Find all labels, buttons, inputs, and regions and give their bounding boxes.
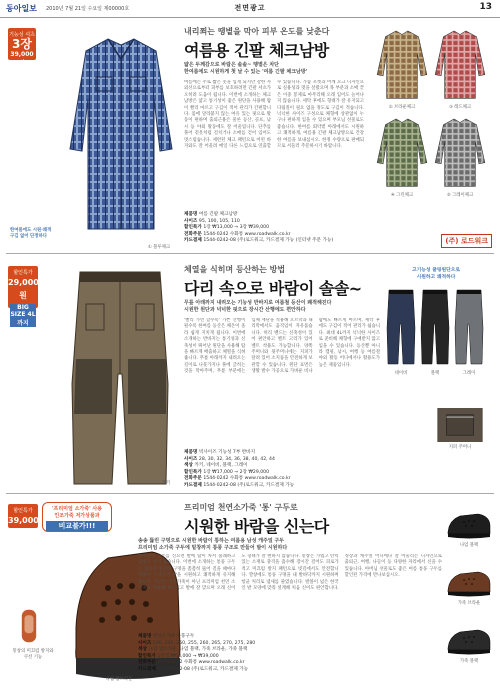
ad-leather-shoes — [6, 498, 494, 688]
zipper-pocket-caption: 지퍼 주머니 — [448, 445, 472, 450]
shoe-variant-image — [446, 508, 492, 540]
ad-subheadline: 체열을 식히며 등산하는 방법 — [184, 265, 286, 274]
shirt-variant-caption: ④ 그린체크 — [390, 193, 414, 198]
shorts-variant-image — [454, 288, 484, 366]
shorts-variant-image — [386, 288, 416, 366]
shirt-variant-image — [434, 26, 486, 102]
shirt-variant-image — [376, 114, 428, 190]
shirt-feature-caption: 한여름에도 시원·쾌적 구김 없어 단정하다 — [10, 228, 52, 239]
shirt-variant-image — [376, 26, 428, 102]
badge-label: 기능성 셔츠 — [9, 32, 35, 38]
shorts-variant-image — [420, 288, 450, 366]
ad-subheadline: 내리쬐는 땡볕을 막아 피부 온도를 낮춘다 — [184, 27, 330, 36]
shorts-main-image — [66, 264, 174, 492]
shoe-variant-caption: 가죽 블랙 — [459, 659, 479, 664]
ad-lede: 송송 뚫린 구멍으로 시원한 바람이 통하는 여름용 남성 캐주얼 구두 프리미엄 소가죽 구두에 밑창까지 통풍 구조로 만들어 발이 시원하다 — [138, 538, 288, 551]
spec-line — [138, 634, 438, 641]
spec-key: 카드결제 — [138, 666, 158, 672]
spec-value: 1544-0242 수화통 www.roadwalk.co.kr — [203, 231, 291, 237]
shoe-variant-caption: 가죽 브라운 — [457, 601, 481, 606]
shoe-variant-image — [446, 624, 492, 656]
spec-key: 카드결제 — [184, 482, 204, 488]
spec-key: 할인특가 — [184, 225, 204, 231]
spec-key: 할인특가 — [138, 653, 158, 659]
masthead — [0, 0, 500, 18]
sole-caption: 밑창의 미끄럼 방지와 쿠션 기능 — [12, 649, 54, 660]
spec-key: 사이즈 — [184, 456, 199, 462]
newspaper-logo: 동아일보 — [6, 3, 37, 13]
ad-hiking-shorts — [6, 258, 494, 494]
spec-value: 1켤레 ₩63,000 → ₩39,000 — [157, 653, 219, 659]
spec-value: 1544-0242-08 (주)로드워크, 카드결제 가능 — [203, 482, 295, 488]
ad-subheadline: 프리미엄 천연소가죽 '통' 구두로 — [184, 503, 298, 512]
spec-key: 전화주문 — [138, 660, 158, 666]
spec-value: 1544-0242-08 (주)로드워크, 카드결제 가능 (인터넷 주문 가능) — [203, 238, 334, 244]
spec-key: 제품명 — [184, 212, 199, 217]
spec-value: 1장 ₩13,000 → 3장 ₩39,000 — [203, 225, 270, 231]
spec-line — [138, 660, 438, 667]
spec-value: 카키, 네이비, 블랙, 그레이 — [194, 463, 248, 469]
spec-key: 카드결제 — [184, 238, 204, 244]
spec-key: 제품명 — [138, 634, 153, 639]
shirt-variant-caption: ② 브라운체크 — [388, 105, 416, 110]
spec-value: 1544-0242 수화통 www.roadwalk.co.kr — [157, 660, 245, 666]
price-badge — [8, 28, 36, 67]
shoe-sole-image — [20, 608, 38, 644]
badge-price: 39,000원 — [8, 516, 39, 538]
spec-key: 할인특가 — [184, 469, 204, 475]
shorts-variant-caption: 네이비 — [394, 371, 408, 376]
spec-key: 사이즈 — [184, 218, 199, 224]
promo-callout: 고기능성 쿨링원단으로 시원하고 쾌적하다 — [386, 266, 486, 282]
spec-value: 천연소가죽 통풍구두 — [152, 634, 195, 639]
spec-value: 1544-0242 수화통 www.roadwalk.co.kr — [203, 476, 291, 482]
price-badge — [8, 504, 39, 538]
product-specs — [184, 450, 484, 490]
product-specs — [184, 212, 484, 245]
spec-key: 사이즈 — [138, 640, 153, 646]
ad-check-shirt — [6, 22, 494, 254]
bubble-text: '프리미엄 소가죽' 사용 인조가죽 저가상품과 — [51, 506, 102, 519]
ad-headline: 다리 속으로 바람이 솔솔~ — [184, 279, 362, 298]
badge-price: 39,000원 — [10, 51, 34, 67]
spec-line — [184, 450, 484, 457]
spec-line — [138, 667, 438, 674]
main-shoe-caption: 나염 밤브라운 — [105, 677, 133, 682]
shorts-variant-caption: 그레이 — [462, 371, 476, 376]
spec-value: 28, 30, 32, 34, 36, 38, 40, 42, 44 — [198, 456, 275, 462]
ad-body-text: 여름에는 주로 짧은 옷을 입게 되지만 강한 자외선으로부터 피부를 보호하려면 긴팔 셔츠가 오히려 도움이 됩니다. 이번에 소개하는 체크남방은 얇고 통기성이 좋은 원단을 사용해 땀이 빨리 마르고 구김이 적어 관리가 간편합니다. 몸에 달라붙지 않는 여유 있는 핏으로 활동이 편하며 출퇴근용은 물론 등산, 골프, 낚시 등 야외 활동에도 잘 어울립니다. 단추를 풀어 겉옷처럼 걸치거나 소매를 걷어 입어도 멋스럽습니다. 세련된 체크 패턴으로 어떤 바지와도 잘 어울려 매일 다른 느낌으로 연출할 수 있습니다. 가슴 포켓과 어깨 요크 디자인으로 실용성과 멋을 살렸으며 목 부분과 소매 끝은 이중 봉제로 마무리해 오래 입어도 늘어나지 않습니다. 세탁 후에도 형태가 잘 유지되고 다림질이 필요 없을 정도로 구김이 적습니다. 넉넉한 사이즈 구성으로 체형에 상관없이 누구나 편하게 입을 수 있으며 부모님 선물로도 좋습니다. 한여름 뙤약볕 아래에서도 시원하고 쾌적하게, 여름용 긴팔 체크남방으로 건강한 여름을 보내십시오. 한정 수량으로 판매되므로 서둘러 주문하시기 바랍니다. — [184, 80, 364, 150]
shirt-variant-caption: ⑤ 그레이체크 — [446, 193, 474, 198]
badge-size: BIG SIZE 4L까지 — [10, 304, 36, 327]
spec-line — [184, 238, 484, 245]
badge-quantity: 3장 — [12, 37, 32, 51]
badge-label: 할인특가 — [13, 508, 33, 514]
shirt-variant-caption: ③ 레드체크 — [448, 105, 472, 110]
publication-date: 2010년 7월 21일 수요일 제00000호 — [46, 6, 130, 12]
page-number: 13 — [479, 2, 492, 12]
spec-key: 전화주문 — [184, 231, 204, 237]
product-specs — [138, 634, 438, 674]
shirt-main-image — [68, 29, 174, 239]
spec-line — [184, 212, 484, 219]
badge-price: 29,000원 — [8, 278, 39, 300]
spec-line — [184, 476, 484, 483]
spec-value: 나염 밤브라운, 나염 블랙, 가죽 브라운, 가죽 블랙 — [148, 647, 248, 653]
bubble-emphasis: 비교불가!!! — [46, 521, 108, 531]
spec-value: 여름 긴팔 체크남방 — [198, 212, 238, 217]
main-shorts-caption: 카키 — [161, 481, 171, 486]
price-badge — [8, 266, 39, 327]
spec-key: 전화주문 — [184, 476, 204, 482]
spec-line — [184, 463, 484, 470]
spec-line — [184, 483, 484, 490]
badge-label: 할인특가 — [13, 270, 33, 276]
main-shirt-caption: ① 블루체크 — [147, 245, 171, 250]
ad-headline: 시원한 바람을 신는다 — [184, 517, 329, 536]
shorts-variant-caption: 블랙 — [430, 371, 440, 376]
spec-key: 색상 — [138, 647, 149, 653]
ad-body-text: '빨리 가면 할수록' 가쁜 산행이 될수록 한여름 등산은 체온이 올라 쉽게 지치게 됩니다. 이번에 소개하는 반바지는 통기성과 신축성이 뛰어난 원단을 사용해 땀을 빠르게 배출하고 체열을 식혀줍니다. 무릎 아래까지 내려오는 길이로 나뭇가지나 풀에 긁히는 것을 막아주며, 무릎 부분에는 입체 재단을 적용해 오르막과 내리막에서도 움직임이 자유롭습니다. 허리 밴드는 신축성이 있어 편안하고 벨트 고리가 있어 벨트 착용도 가능합니다. 양쪽 주머니와 뒷주머니에는 지퍼가 달려 있어 소지품을 안전하게 보관할 수 있습니다. 원단 표면은 생활 발수 가공으로 가벼운 비나 땀에도 빠르게 마르며, 세탁 후에도 구김이 적어 관리가 쉽습니다. 최대 4L까지 넉넉한 사이즈로 준비해 체형에 구애받지 않고 입을 수 있습니다. 등산뿐 아니라 캠핑, 낚시, 여행 등 여름철 야외 활동 어디에서나 활용도가 높은 제품입니다. — [184, 318, 380, 375]
spec-key: 제품명 — [184, 450, 199, 455]
spec-key: 색상 — [184, 463, 195, 469]
spec-line — [138, 647, 438, 654]
spec-value: 95, 100, 105, 110 — [198, 218, 240, 224]
zipper-pocket-detail-image — [436, 408, 484, 442]
spec-value: 1544-0242-08 (주)로드워크, 카드결제 가능 — [157, 666, 249, 672]
spec-line — [184, 225, 484, 232]
ad-lede: 무릎 아래까지 내려오는 기능성 반바지로 여름철 등산이 쾌적해진다 시원한 원단과 넉넉한 핏으로 장시간 산행에도 편안하다 — [184, 300, 332, 313]
brand-logo: (주) 로드워크 — [441, 234, 492, 248]
spec-value: 빅사이즈 기능성 7부 반바지 — [198, 450, 256, 455]
ad-lede: 얇은 두께감으로 바람은 솔솔~ 땡볕은 차단 한여름에도 시원하게 첫 날 수 있는 '여름 긴팔 체크남방' — [184, 62, 308, 75]
shirt-variant-image — [434, 114, 486, 190]
ad-headline: 여름용 긴팔 체크남방 — [184, 41, 329, 60]
section-title: 전면광고 — [234, 4, 266, 12]
spec-value: 1장 ₩17,000 → 2장 ₩29,000 — [203, 469, 270, 475]
spec-value: 240, 245, 250, 255, 260, 265, 270, 275, 280 — [152, 640, 256, 646]
ad-body-text: 한여름에 구두를 신으면 발에 땀이 차서 불쾌하고 냄새가 나기 쉽습니다. 이번에 소개하는 통풍 구두는 발등과 옆면에 구멍을 촘촘히 뚫어 걸을 때마다 바람이 드나들어 발을 시원하고 쾌적하게 유지해 줍니다. 겉감은 인조가죽이 아닌 프리미엄 천연 소가죽을 사용해 부드럽고 발에 잘 맞으며 오래 신어도 형태가 잘 변하지 않습니다. 밑창은 가볍고 탄력 있는 소재로 충격을 흡수해 장시간 걸어도 피로가 적고 미끄럼 방지 패턴으로 빗길에서도 안전합니다. 깔창에도 통풍 구멍을 내 발바닥까지 시원하며 항균 처리로 냄새를 줄였습니다. 발볼이 넓은 한국인 발 모양에 맞춰 설계해 처음 신어도 편안합니다. 정장과 캐주얼 어디에나 잘 어울리는 디자인으로 출퇴근, 여행, 나들이 등 다양한 자리에서 신을 수 있습니다. 아버님 선물로도 좋은 여름 통풍 구두를 할인된 가격에 만나보십시오. — [138, 554, 442, 592]
shoe-variant-image — [446, 566, 492, 598]
shoe-variant-caption: 나염 블랙 — [459, 543, 479, 548]
